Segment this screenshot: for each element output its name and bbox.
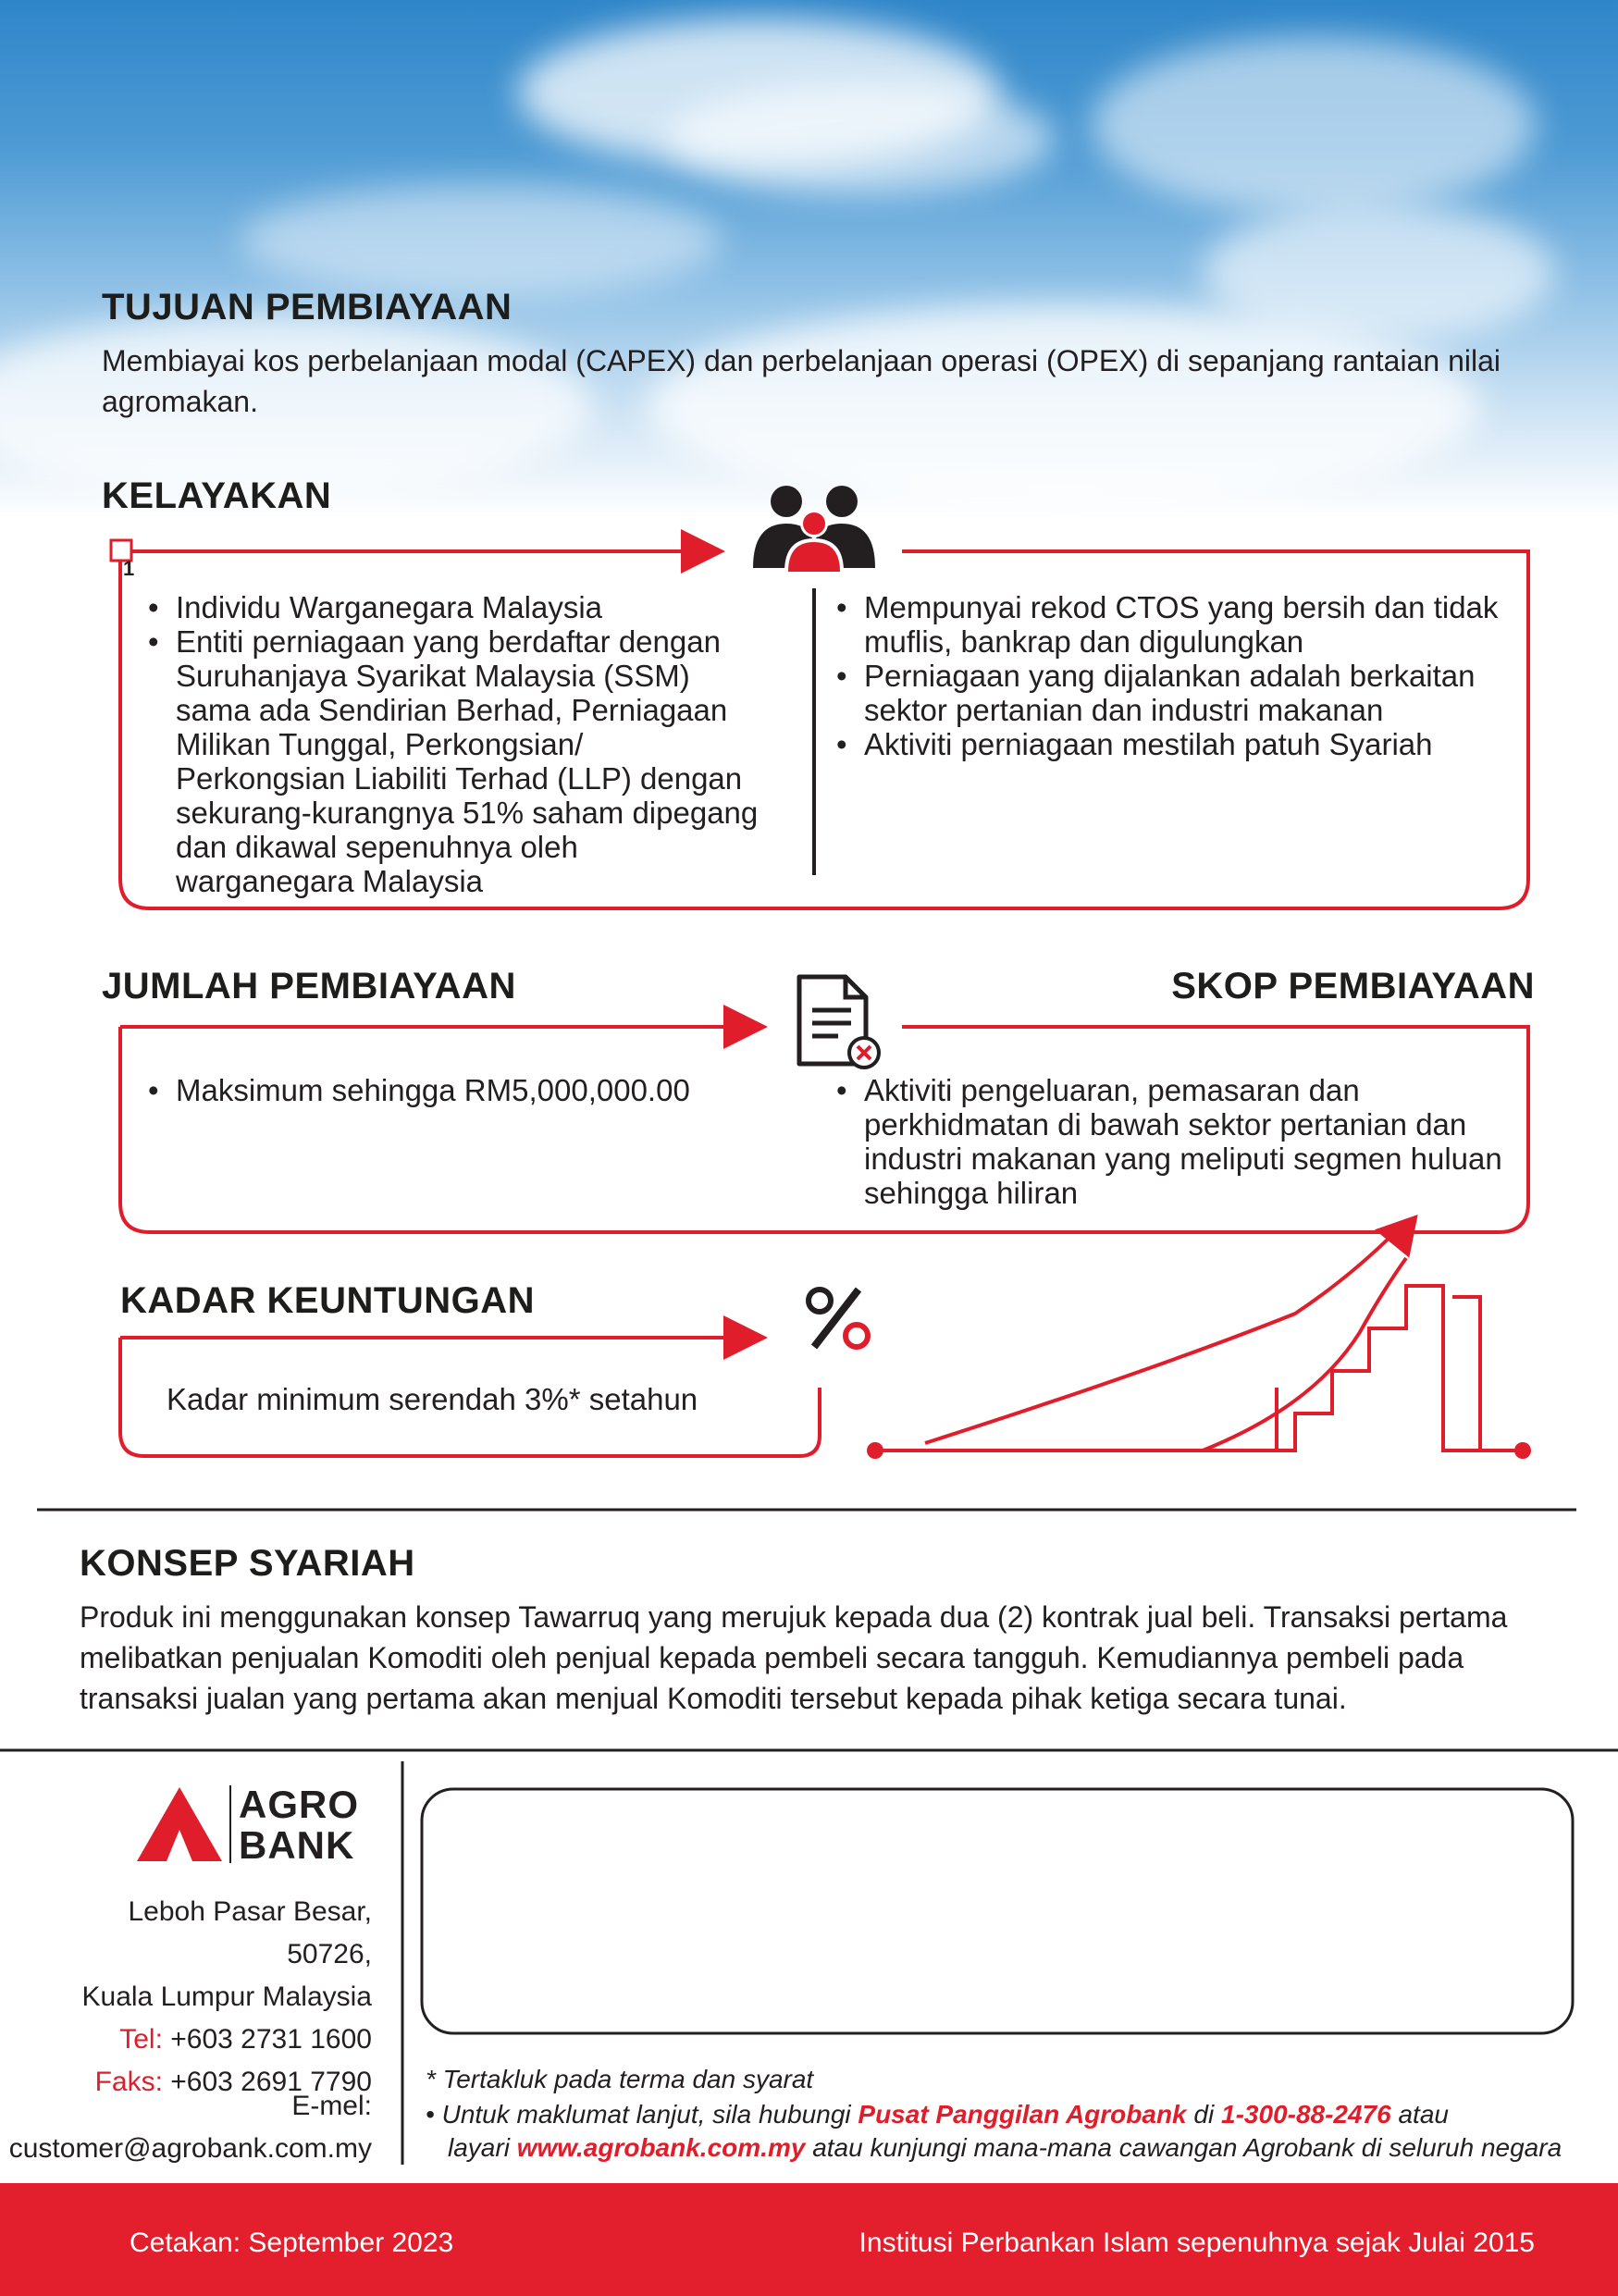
- fax-value: +603 2691 7790: [170, 2067, 372, 2097]
- email-label: E-mel:: [291, 2091, 372, 2121]
- growth-chart-arrow-icon: [869, 1217, 1529, 1457]
- address-line1: Leboh Pasar Besar, 50726,: [128, 1896, 372, 1969]
- konsep-text: Produk ini menggunakan konsep Tawarruq yang merujuk kepada dua (2) kontrak jual beli. Transaksi pertama melibatkan penjualan Komoditi oleh penjual kepada pembeli secara tangguh. Kemudiannya pembeli pada transaksi jualan yang pertama akan menjual Komoditi tersebut kepada pihak ketiga secara tunai.: [80, 1600, 1508, 1715]
- logo-line1: AGRO: [239, 1783, 359, 1826]
- jumlah-list: [148, 1073, 759, 1107]
- kelayakan-heading: KELAYAKAN: [102, 475, 332, 516]
- address-line2: Kuala Lumpur Malaysia: [81, 1981, 372, 2012]
- logo-line2: BANK: [239, 1823, 355, 1867]
- list-item: • Entiti perniagaan yang berdaftar dengan Suruhanjaya Syarikat Malaysia (SSM) sama ada Sendirian Berhad, Perniagaan Milikan Tunggal, Perkongsian/ Perkongsian Liabiliti Terhad (LLP) dengan sekurang-kurangnya 51% saham dipegang dan dikawal sepenuhnya oleh warganegara Malaysia: [148, 624, 759, 898]
- list-item: • Maksimum sehingga RM5,000,000.00: [148, 1073, 759, 1107]
- agrobank-logo: [135, 1785, 374, 1865]
- konsep-heading: KONSEP SYARIAH: [80, 1543, 415, 1584]
- note-text: atau: [1390, 2100, 1449, 2129]
- list-item: • Perniagaan yang dijalankan adalah berkaitan sektor pertanian dan industri makanan: [836, 659, 1502, 727]
- fax-label: Faks:: [94, 2067, 163, 2097]
- kadar-heading: KADAR KEUNTUNGAN: [120, 1280, 535, 1321]
- note-text: Untuk maklumat lanjut, sila hubungi: [441, 2100, 858, 2129]
- kelayakan-right-list: [836, 590, 1502, 761]
- website-link[interactable]: www.agrobank.com.my: [516, 2133, 806, 2162]
- note-text: layari: [448, 2133, 517, 2162]
- footer-tagline: Institusi Perbankan Islam sepenuhnya sejak Julai 2015: [858, 2228, 1535, 2258]
- list-item: • Aktiviti perniagaan mestilah patuh Syariah: [836, 727, 1502, 761]
- tel-label: Tel:: [119, 2024, 163, 2055]
- agrobank-logo-icon: [135, 1785, 224, 1865]
- stamp-box: [422, 1789, 1573, 2033]
- contact-block: [37, 1891, 372, 2104]
- list-item: • Mempunyai rekod CTOS yang bersih dan tidak muflis, bankrap dan digulungkan: [836, 590, 1502, 659]
- people-group-icon: [751, 483, 877, 575]
- document-reject-icon: [794, 973, 886, 1075]
- note-text: atau kunjungi mana-mana cawangan Agrobank di seluruh negara: [805, 2133, 1562, 2162]
- list-item: • Aktiviti pengeluaran, pemasaran dan perkhidmatan di bawah sektor pertanian dan industri makanan yang meliputi segmen huluan sehingga hiliran: [836, 1073, 1502, 1210]
- note-text: di: [1186, 2100, 1221, 2129]
- note-contact: • Untuk maklumat lanjut, sila hubungi Pusat Panggilan Agrobank di 1-300-88-2476 atau layari www.agrobank.com.my atau kunjungi mana-mana cawangan Agrobank di seluruh negara: [426, 2100, 1562, 2162]
- note-terms: * Tertakluk pada terma dan syarat: [426, 2065, 814, 2093]
- kelayakan-marker: 1: [123, 557, 135, 580]
- kadar-text: Kadar minimum serendah 3%* setahun: [167, 1382, 698, 1416]
- call-centre-name: Pusat Panggilan Agrobank: [858, 2100, 1187, 2129]
- footer-print-date: Cetakan: September 2023: [130, 2228, 454, 2258]
- call-centre-phone[interactable]: 1-300-88-2476: [1221, 2100, 1391, 2129]
- percent-icon: [801, 1286, 875, 1351]
- tujuan-heading: TUJUAN PEMBIAYAAN: [102, 287, 513, 327]
- skop-heading: SKOP PEMBIAYAAN: [1171, 966, 1535, 1006]
- kelayakan-left-list: [148, 590, 759, 898]
- tujuan-text: Membiayai kos perbelanjaan modal (CAPEX) dan perbelanjaan operasi (OPEX) di sepanjang rantaian nilai agromakan.: [102, 344, 1501, 418]
- skop-list: [836, 1073, 1502, 1210]
- jumlah-heading: JUMLAH PEMBIAYAAN: [102, 966, 516, 1006]
- footer-bar: [0, 2183, 1618, 2296]
- email-value[interactable]: customer@agrobank.com.my: [8, 2133, 372, 2164]
- tel-value[interactable]: +603 2731 1600: [170, 2024, 372, 2055]
- list-item: • Individu Warganegara Malaysia: [148, 590, 759, 624]
